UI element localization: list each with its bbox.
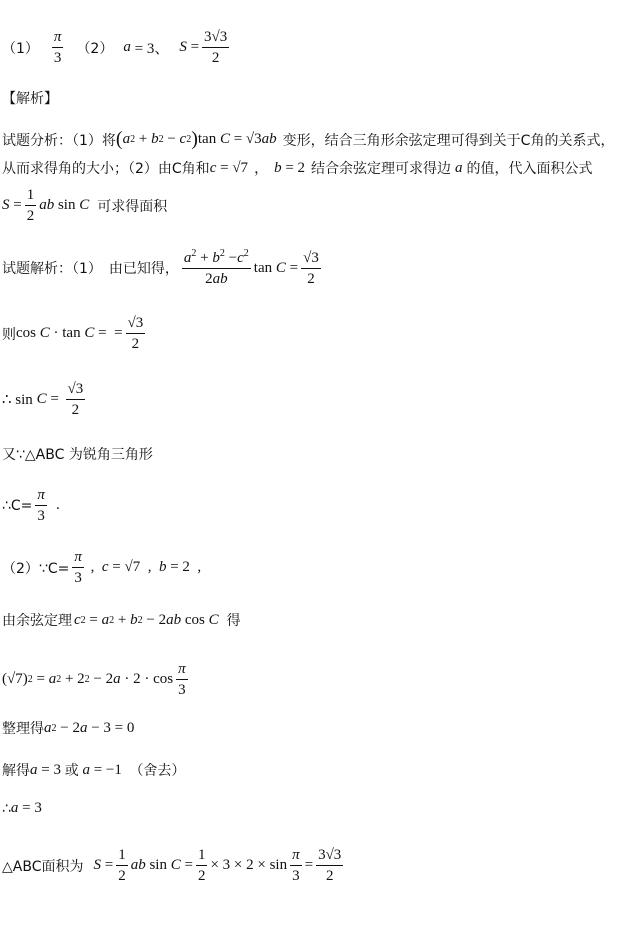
solution-step-sin: ∴ sin C = $\frac{√3}{2}$	[2, 381, 84, 418]
answer-a-value: a	[123, 39, 131, 55]
answer-part1-value: $\frac{\pi}{3}$	[53, 29, 62, 66]
analysis-heading: 【解析】	[2, 91, 58, 107]
answer-part2-label: （2）	[76, 40, 114, 57]
solution-simplify: 整理得 a 2 − 2 a − 3 = 0	[2, 719, 135, 737]
solution-step-C: ∴C= $\frac{\pi}{3}$ .	[2, 487, 60, 524]
solution-solve: 解得 a = 3 或 a = −1 （舍去）	[2, 761, 186, 779]
solution-area: △ABC面积为 S = $\frac{1}{2}$ ab sin C = $\frac{1}{2}$ × 3 × 2 × sin $\frac{\pi}{3}$ = $\frac{3√3}{2}$	[2, 847, 342, 884]
solution-step-acute: 又∵△ABC 为锐角三角形	[2, 447, 153, 463]
solution-step-cos-tan: 则 cos C · tan C = = $\frac{√3}{2}$	[2, 315, 144, 352]
answer-line: （1） $\frac{\pi}{3}$ （2） a = 3、 S = $\frac{3√3}{2}$	[2, 29, 228, 66]
solution-cosine-law: 由余弦定理 c 2 = a 2 + b 2 − 2 ab cos C 得	[2, 611, 241, 629]
answer-part1-label: （1）	[2, 40, 39, 57]
analysis-line-2: 从而求得角的大小；（2）由C角和 c = √7 ， b = 2 结合余弦定理可求得边 a 的值，代入面积公式	[2, 159, 593, 177]
analysis-line-3: S = $\frac{1}{2}$ ab sin C 可求得面积	[2, 187, 168, 224]
solution-substitute: (√7) 2 = a 2 + 2 2 − 2 a · 2 · cos $\frac{\pi}{3}$	[2, 661, 186, 698]
analysis-line-1: 试题分析：（1）将 ( a 2 + b 2 − c 2 ) tan C = √3 ab 变形，结合三角形余弦定理可得到关于C角的关系式，	[2, 128, 615, 150]
solution-intro: 试题解析：（1） 由已知得， $\frac{a^2 + b^2 -c^2}{2ab}$ tan C = $\frac{√3}{2}$	[2, 248, 319, 287]
solution-part2: （2）∵C= $\frac{\pi}{3}$ , c = √7 , b = 2 ,	[2, 549, 202, 586]
solution-therefore-a: ∴ a = 3	[2, 800, 42, 817]
answer-area-value: $\frac{3√3}{2}$	[204, 29, 228, 66]
